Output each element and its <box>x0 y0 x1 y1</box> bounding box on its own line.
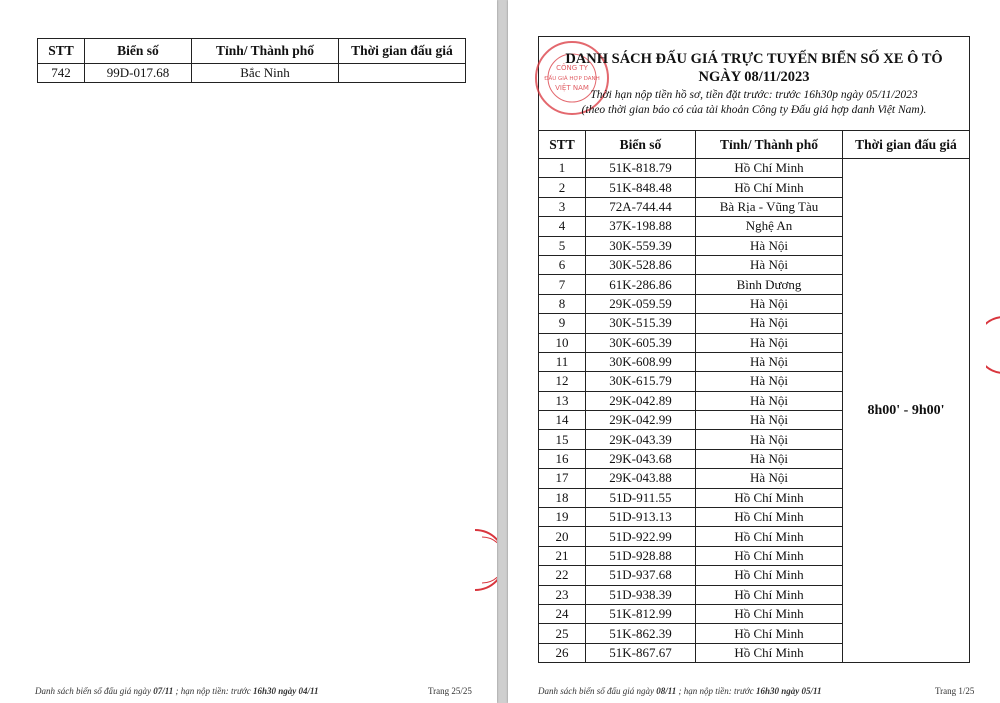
left-page-number: Trang 25/25 <box>428 686 472 696</box>
table-header-row <box>38 39 466 64</box>
cell-stt: 19 <box>539 508 586 527</box>
col-header-province: Tỉnh/ Thành phố <box>696 131 843 159</box>
cell-stt: 1 <box>539 159 586 178</box>
cell-stt: 2 <box>539 178 586 197</box>
left-footer <box>35 686 318 696</box>
cell-province: Hà Nội <box>696 430 843 449</box>
cell-plate: 51K-848.48 <box>586 178 696 197</box>
cell-plate: 30K-608.99 <box>586 352 696 371</box>
cell-plate: 99D-017.68 <box>85 64 192 83</box>
cell-province: Hồ Chí Minh <box>696 643 843 662</box>
stamp-edge-icon <box>470 525 497 595</box>
doc-title-line2: NGÀY 08/11/2023 <box>698 69 810 85</box>
col-header-plate: Biển số <box>85 39 192 64</box>
cell-plate: 51K-862.39 <box>586 624 696 643</box>
cell-plate: 29K-059.59 <box>586 294 696 313</box>
left-plate-table <box>37 38 466 83</box>
cell-plate: 30K-528.86 <box>586 255 696 274</box>
cell-province: Hà Nội <box>696 352 843 371</box>
cell-plate: 29K-043.88 <box>586 469 696 488</box>
doc-subtitle-line1: Thời hạn nộp tiền hồ sơ, tiền đặt trước: trước 16h30p ngày 05/11/2023 <box>590 89 918 101</box>
cell-stt: 8 <box>539 294 586 313</box>
cell-plate: 51D-937.68 <box>586 566 696 585</box>
cell-stt: 16 <box>539 449 586 468</box>
cell-province: Hồ Chí Minh <box>696 527 843 546</box>
cell-province: Nghệ An <box>696 217 843 236</box>
stamp-edge-icon <box>986 315 1000 375</box>
doc-subtitle-line2: (theo thời gian báo có của tài khoản Công ty Đấu giá hợp danh Việt Nam). <box>581 104 927 116</box>
cell-stt: 22 <box>539 566 586 585</box>
footer-deadline: 16h30 ngày 04/11 <box>252 686 319 696</box>
table-body <box>539 159 970 663</box>
cell-plate: 51D-913.13 <box>586 508 696 527</box>
cell-time <box>339 64 466 83</box>
cell-province: Hồ Chí Minh <box>696 159 843 178</box>
cell-province: Hồ Chí Minh <box>696 566 843 585</box>
cell-plate: 30K-605.39 <box>586 333 696 352</box>
cell-plate: 51D-928.88 <box>586 546 696 565</box>
cell-province: Bà Rịa - Vũng Tàu <box>696 197 843 216</box>
cell-stt: 5 <box>539 236 586 255</box>
doc-title-line1: DANH SÁCH ĐẤU GIÁ TRỰC TUYẾN BIỂN SỐ XE Ô TÔ <box>565 51 943 67</box>
cell-stt: 7 <box>539 275 586 294</box>
cell-plate: 51K-818.79 <box>586 159 696 178</box>
page-left <box>0 0 497 703</box>
svg-text:VIỆT NAM: VIỆT NAM <box>555 84 589 92</box>
cell-province: Hà Nội <box>696 411 843 430</box>
cell-plate: 30K-615.79 <box>586 372 696 391</box>
cell-stt: 4 <box>539 217 586 236</box>
cell-plate: 51D-938.39 <box>586 585 696 604</box>
footer-date: 08/11 <box>656 686 677 696</box>
cell-stt: 17 <box>539 469 586 488</box>
right-plate-table <box>538 130 970 663</box>
cell-province: Hồ Chí Minh <box>696 488 843 507</box>
cell-stt: 9 <box>539 314 586 333</box>
cell-stt: 14 <box>539 411 586 430</box>
cell-province: Hà Nội <box>696 255 843 274</box>
footer-mid: ; hạn nộp tiền: trước <box>173 686 253 696</box>
cell-province: Hồ Chí Minh <box>696 508 843 527</box>
cell-stt: 20 <box>539 527 586 546</box>
cell-plate: 29K-043.68 <box>586 449 696 468</box>
col-header-stt: STT <box>38 39 85 64</box>
cell-province: Hồ Chí Minh <box>696 624 843 643</box>
cell-province: Hồ Chí Minh <box>696 178 843 197</box>
cell-province: Hồ Chí Minh <box>696 585 843 604</box>
cell-province: Hà Nội <box>696 391 843 410</box>
cell-plate: 51K-867.67 <box>586 643 696 662</box>
cell-stt: 18 <box>539 488 586 507</box>
cell-stt: 23 <box>539 585 586 604</box>
cell-stt: 25 <box>539 624 586 643</box>
col-header-stt: STT <box>539 131 586 159</box>
right-footer <box>538 686 821 696</box>
cell-plate: 51D-911.55 <box>586 488 696 507</box>
svg-text:ĐẤU GIÁ HỢP DANH: ĐẤU GIÁ HỢP DANH <box>544 76 600 82</box>
cell-stt: 11 <box>539 352 586 371</box>
table-header-row <box>539 131 970 159</box>
cell-stt: 26 <box>539 643 586 662</box>
cell-stt: 15 <box>539 430 586 449</box>
cell-stt: 6 <box>539 255 586 274</box>
cell-plate: 29K-042.89 <box>586 391 696 410</box>
cell-province: Hà Nội <box>696 314 843 333</box>
cell-plate: 61K-286.86 <box>586 275 696 294</box>
cell-province: Hồ Chí Minh <box>696 604 843 623</box>
cell-province: Bình Dương <box>696 275 843 294</box>
cell-plate: 51D-922.99 <box>586 527 696 546</box>
col-header-time: Thời gian đấu giá <box>843 131 970 159</box>
col-header-province: Tỉnh/ Thành phố <box>192 39 339 64</box>
footer-prefix: Danh sách biển số đấu giá ngày <box>35 686 154 696</box>
table-row <box>539 159 970 178</box>
svg-text:CÔNG TY: CÔNG TY <box>556 64 588 72</box>
cell-stt: 10 <box>539 333 586 352</box>
cell-plate: 51K-812.99 <box>586 604 696 623</box>
footer-prefix: Danh sách biển số đấu giá ngày <box>538 686 657 696</box>
cell-plate: 29K-042.99 <box>586 411 696 430</box>
cell-plate: 72A-744.44 <box>586 197 696 216</box>
cell-stt: 21 <box>539 546 586 565</box>
cell-province: Hà Nội <box>696 469 843 488</box>
cell-province: Hà Nội <box>696 236 843 255</box>
cell-stt: 12 <box>539 372 586 391</box>
footer-deadline: 16h30 ngày 05/11 <box>755 686 822 696</box>
cell-plate: 29K-043.39 <box>586 430 696 449</box>
cell-province: Hà Nội <box>696 449 843 468</box>
col-header-time: Thời gian đấu giá <box>339 39 466 64</box>
right-page-number: Trang 1/25 <box>935 686 975 696</box>
cell-province: Hồ Chí Minh <box>696 546 843 565</box>
cell-stt: 24 <box>539 604 586 623</box>
table-row <box>38 64 466 83</box>
cell-plate: 37K-198.88 <box>586 217 696 236</box>
col-header-plate: Biển số <box>586 131 696 159</box>
cell-stt: 742 <box>38 64 85 83</box>
footer-date: 07/11 <box>153 686 174 696</box>
cell-time-slot: 8h00' - 9h00' <box>843 159 970 663</box>
cell-plate: 30K-515.39 <box>586 314 696 333</box>
cell-province: Bắc Ninh <box>192 64 339 83</box>
cell-province: Hà Nội <box>696 372 843 391</box>
cell-stt: 3 <box>539 197 586 216</box>
cell-stt: 13 <box>539 391 586 410</box>
footer-mid: ; hạn nộp tiền: trước <box>676 686 756 696</box>
cell-province: Hà Nội <box>696 333 843 352</box>
cell-province: Hà Nội <box>696 294 843 313</box>
cell-plate: 30K-559.39 <box>586 236 696 255</box>
